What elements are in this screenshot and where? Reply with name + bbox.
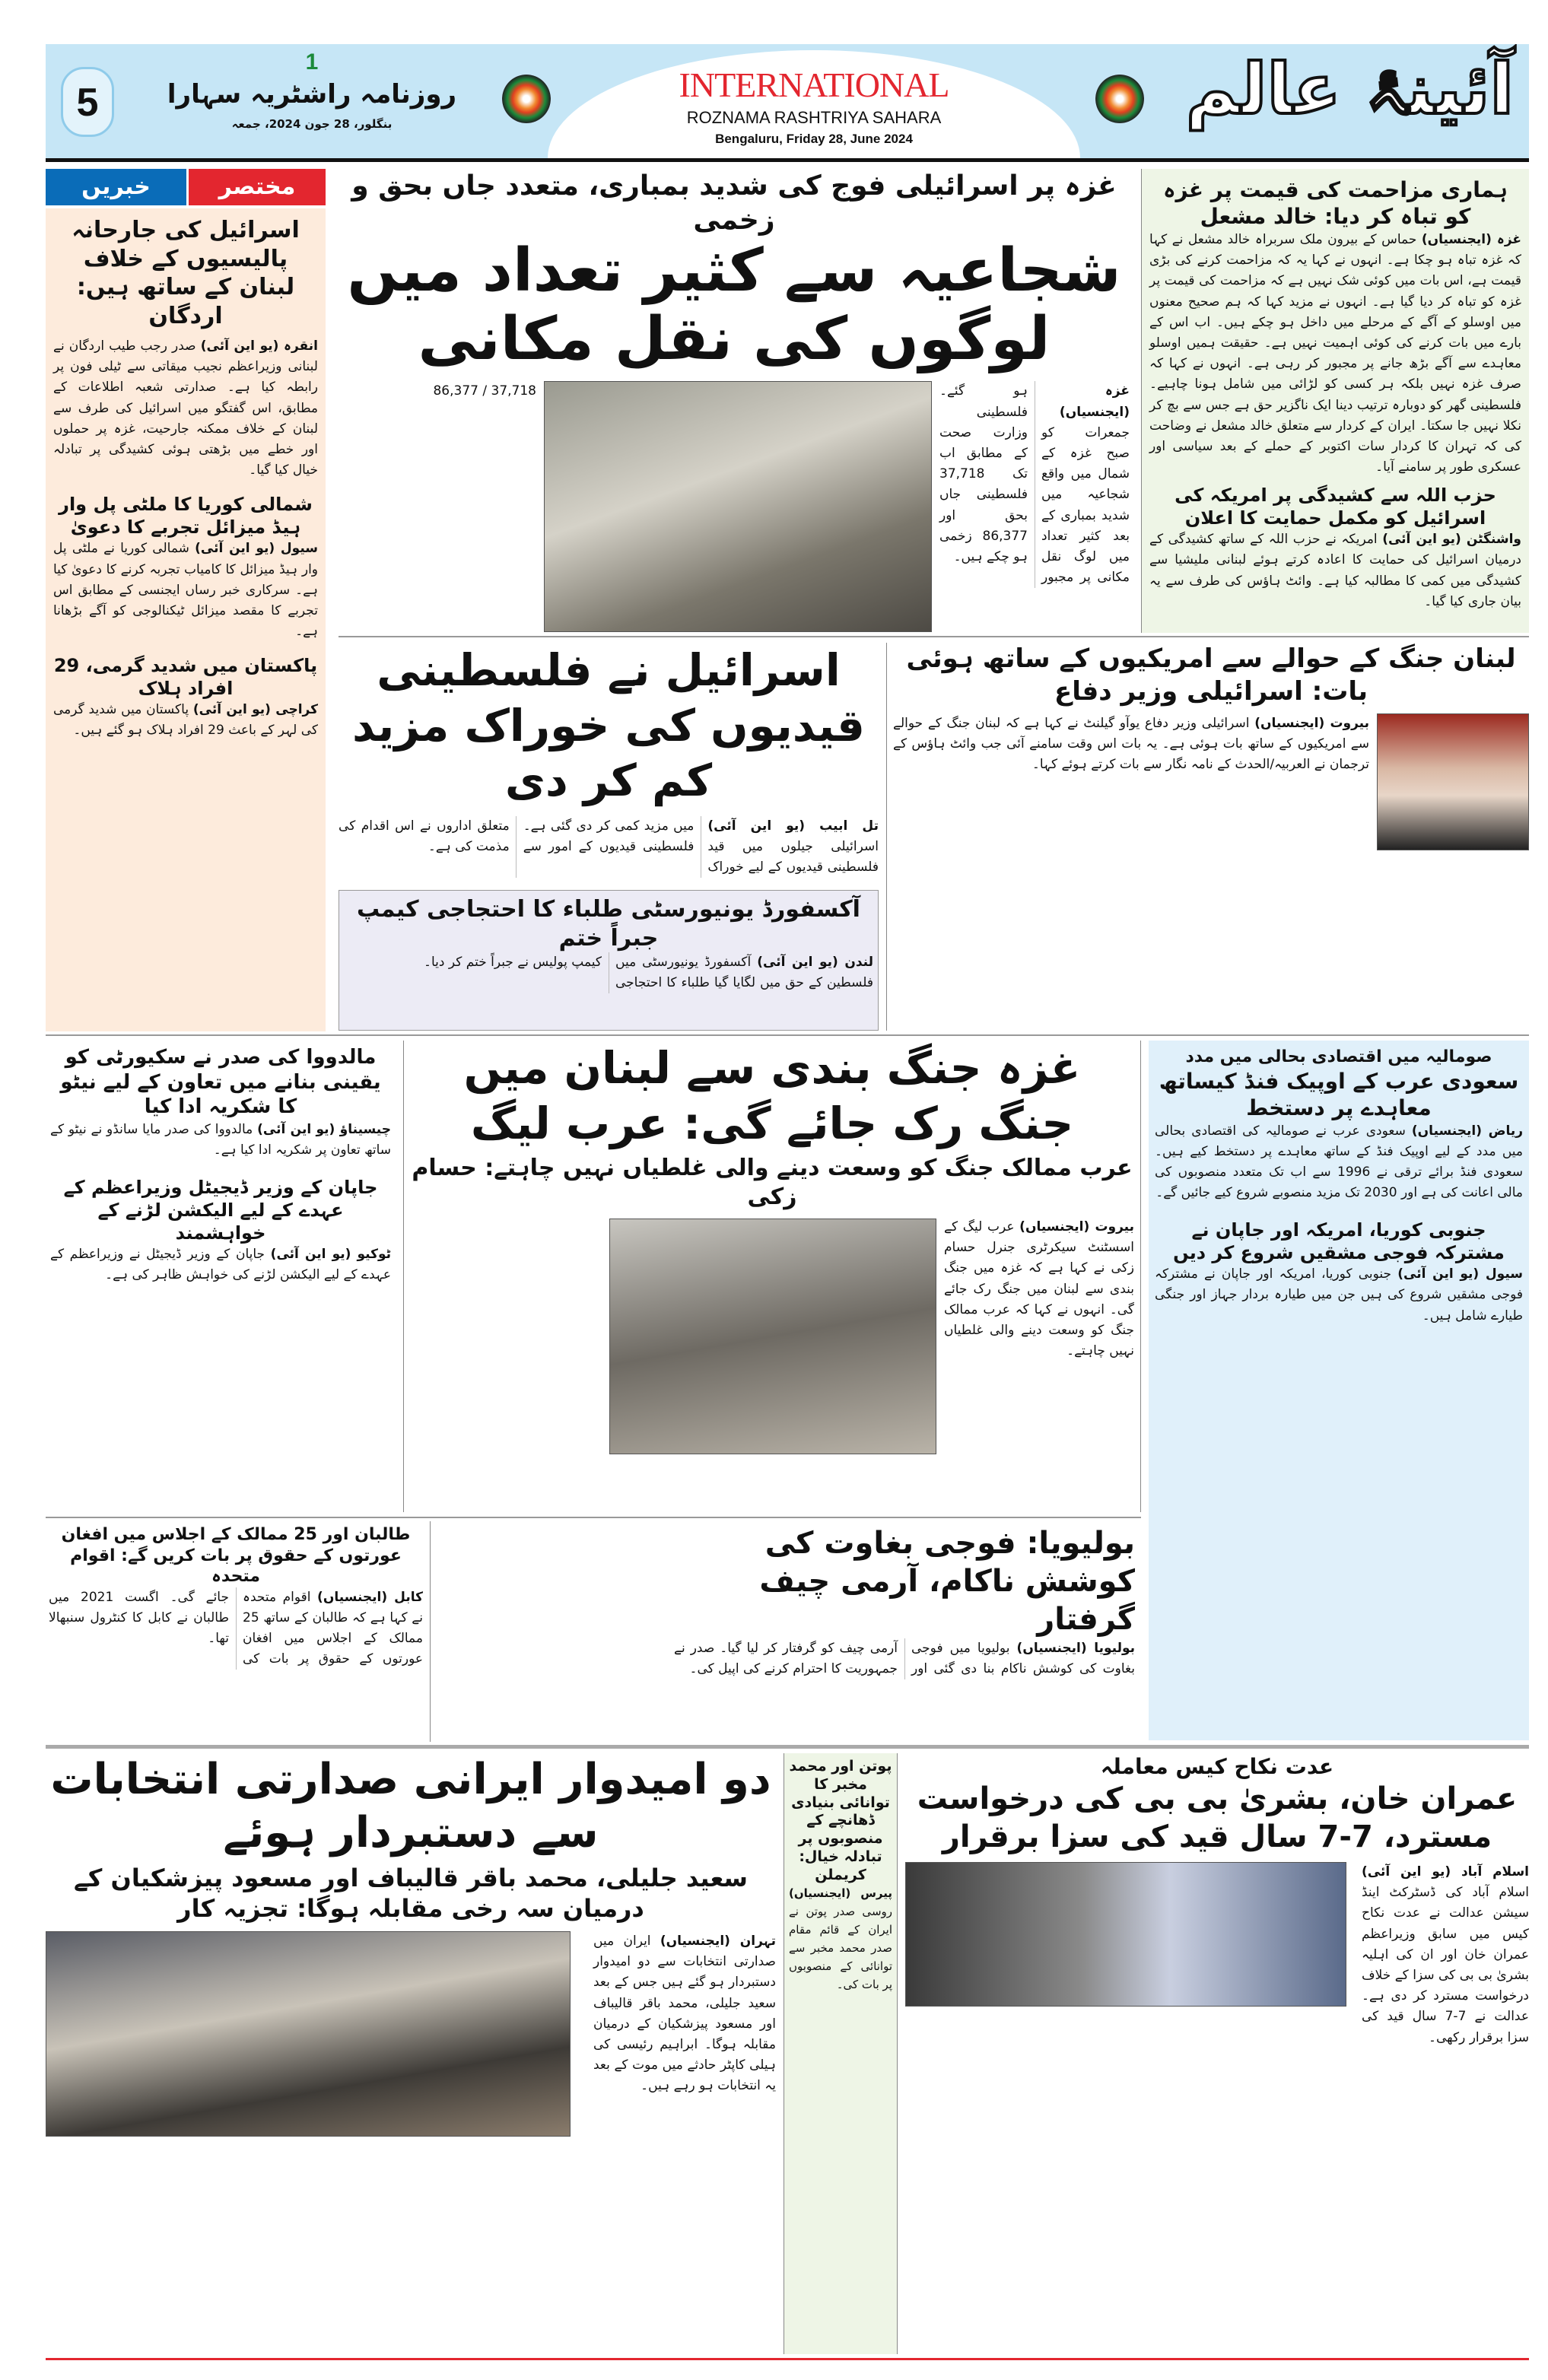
briefs-column <box>46 208 326 1031</box>
headline-arab-league: غزہ جنگ بندی سے لبنان میں جنگ رک جائے گی: عرب لیگ <box>463 1042 1081 1149</box>
divider <box>46 1517 1141 1518</box>
article-body: حماس کے بیرون ملک سربراہ خالد مشعل نے کہا کہ غزہ تباہ ہو چکا ہے۔ انہوں نے کہا یہ کہ مزاحمت کرنے کی بڑی قیمت ہے، اس بات میں کوئی شک نہیں ہے کہ مزاحمت کی قیمت پر غزہ کو تباہ کر دیا گیا ہے۔ انہوں نے مزید کہا کہ ہم صحیح معنوں میں اوسلو کے آگے کے مرحلے میں داخل ہو چکے ہیں۔ اب اس کے بارے میں بات کرنے کی کوئی اہمیت نہیں ہے۔ حقیقت ہمیں اوسلو معاہدے سے آگے بڑھ جانے پر مجبور کر رہی ہے۔ انہوں نے کہا کہ صرف غزہ نہیں بلکہ ہر کسی کو لڑائی میں شامل ہونا چاہیے۔ فلسطینی گھر کو دوبارہ ترتیب دینا ایک ناگزیر حق ہے جس سے بچ کر نکلا نہیں جا سکتا۔ ایران کے کردار سے متعلق خالد مشعل نے وضاحت کی کہ تہران کا کردار سات اکتوبر کے حملے کے بعد سیاسی اور عسکری طور پر سامنے آیا۔ <box>1149 232 1521 475</box>
dateline: تل ابیب (یو این آئی) <box>707 818 879 834</box>
headline-iran: دو امیدوار ایرانی صدارتی انتخابات سے دستبردار ہوئے <box>50 1755 771 1857</box>
article-body: اسرائیلی جیلوں میں قید فلسطینی قیدیوں کے لیے خوراک میں مزید کمی کر دی گئی ہے۔ فلسطینی قیدیوں کے امور سے متعلق اداروں نے اس اقدام کی مذمت کی ہے۔ <box>339 818 879 875</box>
section-title: INTERNATIONAL <box>679 65 949 104</box>
article-body: سعودی عرب نے صومالیہ کی اقتصادی بحالی میں مدد کے لیے اوپیک فنڈ کے ساتھ معاہدے پر دستخط کیے ہیں۔ سعودی فنڈ برائے ترقی نے 1996 سے اب تک متعدد منصوبوں کی مالی اعانت کی ہے اور 2030 تک مزید منصوبے شروع کیے جائیں گے۔ <box>1155 1123 1523 1201</box>
dateline: Bengaluru, Friday 28, June 2024 <box>715 132 913 146</box>
iran-election-photo <box>46 1931 571 2137</box>
footer-rule <box>46 2358 1529 2360</box>
article-body: اسرائیلی وزیر دفاع یوآو گیلنٹ نے کہا ہے کہ لبنان جنگ کے حوالے سے امریکیوں کے ساتھ بات ہوئی ہے۔ یہ بات اس وقت سامنے آئی جب وائٹ ہاؤس کے ترجمان نے العربیہ/الحدث کے نامہ نگار سے بات کرتے ہوئے کہا۔ <box>893 716 1369 773</box>
article-body: عرب لیگ کے اسسٹنٹ سیکرٹری جنرل حسام زکی نے کہا ہے کہ غزہ میں جنگ بندی سے لبنان میں جنگ رک جائے گی۔ انہوں نے کہا کہ عرب ممالک جنگ کو وسعت دینے والی غلطیاں نہیں چاہتے۔ <box>944 1219 1134 1359</box>
article-bolivia <box>430 1521 1141 1742</box>
gaza-destruction-photo <box>544 381 932 632</box>
headline-mashal: ہماری مزاحمت کی قیمت پر غزہ کو تباہ کر دیا: خالد مشعل <box>1163 177 1508 229</box>
dateline: بیروت (ایجنسیاں) <box>1254 716 1369 731</box>
article-body: اسلام آباد کی ڈسٹرکٹ اینڈ سیشن عدالت نے عدت نکاح کیس میں سابق وزیراعظم عمران خان اور ان کی اہلیہ بشریٰ بی بی کی سزا کے خلاف درخواست مسترد کر دی ہے۔ عدالت نے 7-7 سال قید کی سزا برقرار رکھی۔ <box>1362 1885 1529 2045</box>
headline-pakistan: پاکستان میں شدید گرمی، 29 افراد ہلاک <box>53 655 318 700</box>
divider <box>339 636 1529 637</box>
headline-putin: پوتن اور محمد مخبر کا توانائی بنیادی ڈھانچے کے منصوبوں پر تبادلہ خیال: کریملن <box>789 1758 892 1883</box>
divider <box>46 1034 1529 1036</box>
gallant-portrait-photo <box>1377 713 1529 850</box>
dateline: کابل (ایجنسیاں) <box>317 1589 423 1605</box>
tab-news: خبریں <box>46 169 186 205</box>
headline-bolivia: بولیویا: فوجی بغاوت کی کوشش ناکام، آرمی چیف گرفتار <box>759 1526 1135 1637</box>
tab-brief: مختصر <box>189 169 326 205</box>
dateline: انقرہ (یو این آئی) <box>200 338 318 354</box>
lebanon-rescue-photo <box>609 1219 936 1454</box>
page-number: 5 <box>61 67 114 137</box>
article-arab-league <box>403 1041 1141 1512</box>
dateline: ریاض (ایجنسیاں) <box>1411 1123 1523 1139</box>
urdu-date: بنگلور، 28 جون 2024، جمعہ <box>231 117 393 131</box>
headline-gallant: لبنان جنگ کے حوالے سے امریکیوں کے ساتھ ہوئی بات: اسرائیلی وزیر دفاع <box>906 643 1516 707</box>
dateline: غزہ (ایجنسیاں) <box>1059 383 1130 420</box>
article-body: امریکہ نے حزب اللہ کے ساتھ کشیدگی کے درمیان اسرائیل کی حمایت کا اعادہ کرتے ہوئے لبنانی ملیشیا سے کشیدگی میں کمی کا مطالبہ کیا ہے۔ وائٹ ہاؤس کی طرف سے یہ بیان جاری کیا گیا۔ <box>1149 532 1521 609</box>
headline-prisoners: اسرائیل نے فلسطینی قیدیوں کی خوراک مزید کم کر دی <box>352 644 865 806</box>
anniversary-badge: 1 <box>305 49 319 75</box>
article-body: ایران میں صدارتی انتخابات سے دو امیدوار دستبردار ہو گئے ہیں جس کے بعد سعید جلیلی، محمد باقر قالیباف اور مسعود پیزشکیان کے درمیان مقابلہ ہوگا۔ ابراہیم رئیسی کی ہیلی کاپٹر حادثے میں موت کے بعد یہ انتخابات ہو رہے ہیں۔ <box>593 1934 776 2094</box>
section-masthead: آئینۂ عالم <box>1185 49 1514 130</box>
article-oxford <box>339 890 879 1031</box>
dateline: ٹوکیو (یو این آئی) <box>270 1246 392 1262</box>
dateline: غزہ (ایجنسیاں) <box>1421 232 1522 247</box>
subheadline-iran: سعید جلیلی، محمد باقر قالیباف اور مسعود پیزشکیان کے درمیان سہ رخی مقابلہ ہوگا: تجزیہ کار <box>74 1864 748 1923</box>
emblem-icon <box>1095 75 1144 123</box>
headline-korea-drills: جنوبی کوریا، امریکہ اور جاپان نے مشترکہ فوجی مشقیں شروع کر دیں <box>1173 1219 1505 1264</box>
headline-taliban: طالبان اور 25 ممالک کے اجلاس میں افغان عورتوں کے حقوق پر بات کریں گے: اقوام متحدہ <box>61 1525 411 1586</box>
casualties-injured: 86,377 <box>433 383 478 399</box>
article-body: صدر رجب طیب اردگان نے لبنانی وزیراعظم نجیب میقاتی سے ٹیلی فون پر رابطہ کیا ہے۔ صدارتی شعبہ اطلاعات کے مطابق، اس گفتگو میں اسرائیل کی طرف سے لبنان کے خلاف ممکنہ جارحیت، غزہ پر حملوں اور خطے میں بڑھتی ہوئی کشیدگی پر تبادلہ خیال کیا گیا۔ <box>53 338 318 478</box>
headline-gaza: شجاعیہ سے کثیر تعداد میں لوگوں کی نقل مکانی <box>347 237 1121 373</box>
emblem-icon <box>502 75 551 123</box>
masthead-band <box>46 44 1529 158</box>
header-rule <box>46 158 1529 162</box>
dateline: پیرس (ایجنسیاں) <box>789 1886 892 1901</box>
article-mashal <box>1141 169 1529 633</box>
article-imran <box>905 1753 1529 2354</box>
article-body: بولیویا میں فوجی بغاوت کی کوشش ناکام بنا دی گئی اور آرمی چیف کو گرفتار کر لیا گیا۔ صدر نے جمہوریت کا احترام کرنے کی اپیل کی۔ <box>674 1641 1135 1677</box>
article-body: آکسفورڈ یونیورسٹی میں فلسطین کے حق میں لگایا گیا طلباء کا احتجاجی کیمپ پولیس نے جبراً ختم کر دیا۔ <box>424 955 873 991</box>
article-body: مالدووا کی صدر مایا سانڈو نے نیٹو کے ساتھ تعاون پر شکریہ ادا کیا ہے۔ <box>50 1121 391 1158</box>
divider <box>46 1745 1529 1749</box>
title-arch <box>548 50 1080 158</box>
dateline: سیول (یو این آئی) <box>1397 1266 1523 1282</box>
article-prisoners <box>339 643 879 886</box>
casualties-dead: 37,718 <box>491 383 536 399</box>
article-taliban <box>46 1521 426 1742</box>
dateline: تہران (ایجنسیاں) <box>660 1934 776 1949</box>
article-iran <box>46 1753 776 2354</box>
dateline: چیسیناؤ (یو این آئی) <box>257 1121 391 1137</box>
logo-text: روزنامہ راشٹریہ سہارا <box>167 79 457 110</box>
headline-somalia: سعودی عرب کے اوپیک فنڈ کیساتھ معاہدے پر دستخط <box>1159 1068 1519 1120</box>
headline-erdogan: اسرائیل کی جارحانہ پالیسیوں کے خلاف لبنان کے ساتھ ہیں: اردگان <box>72 217 300 329</box>
subheadline-arab-league: عرب ممالک جنگ کو وسعت دینے والی غلطیاں نہیں چاہتے: حسام زکی <box>412 1155 1133 1210</box>
article-putin <box>784 1753 898 2354</box>
article-body: جنوبی کوریا، امریکہ اور جاپان نے مشترکہ فوجی مشقیں شروع کی ہیں جن میں طیارہ بردار جہاز اور جنگی طیارے شامل ہیں۔ <box>1155 1266 1523 1323</box>
article-somalia <box>1149 1041 1529 1740</box>
article-gallant <box>886 643 1529 1031</box>
dateline: لندن (یو این آئی) <box>757 955 873 970</box>
dateline: واشنگٹن (یو این آئی) <box>1382 532 1521 548</box>
newspaper-logo <box>129 49 494 155</box>
headline-oxford: آکسفورڈ یونیورسٹی طلباء کا احتجاجی کیمپ جبراً ختم <box>357 896 860 952</box>
imran-khan-photo <box>905 1862 1346 2007</box>
article-body: پاکستان میں شدید گرمی کی لہر کے باعث 29 افراد ہلاک ہو گئے ہیں۔ <box>53 702 318 739</box>
headline-north-korea: شمالی کوریا کا ملٹی پل وار ہیڈ میزائل تجربے کا دعویٰ <box>59 494 313 539</box>
article-body: روسی صدر پوتن نے ایران کے قائم مقام صدر محمد مخبر سے توانائی کے منصوبوں پر بات کی۔ <box>789 1905 892 1992</box>
dateline: کراچی (یو این آئی) <box>192 702 318 718</box>
article-body: جاپان کے وزیر ڈیجیٹل نے وزیراعظم کے عہدے کے لیے الیکشن لڑنے کی خواہش ظاہر کی ہے۔ <box>50 1246 391 1283</box>
headline-imran: عمران خان، بشریٰ بی بی کی درخواست مسترد، 7-7 سال قید کی سزا برقرار <box>917 1781 1518 1854</box>
headline-maldova: مالدووا کی صدر نے سکیورٹی کو یقینی بنانے میں تعاون کے لیے نیٹو کا شکریہ ادا کیا <box>60 1046 381 1118</box>
paper-name: ROZNAMA RASHTRIYA SAHARA <box>686 108 942 127</box>
headline-hezbollah: حزب اللہ سے کشیدگی پر امریکہ کی اسرائیل کو مکمل حمایت کا اعلان <box>1175 485 1496 529</box>
article-body: جمعرات کو صبح غزہ کے شمال میں واقع شجاعیہ میں شدید بمباری کے بعد کثیر تعداد میں لوگ نقل مکانی پر مجبور ہو گئے۔ فلسطینی وزارت صحت کے مطابق اب تک 37,718 فلسطینی جاں بحق اور 86,377 زخمی ہو چکے ہیں۔ <box>939 383 1130 586</box>
kicker-imran: عدت نکاح کیس معاملہ <box>1100 1754 1334 1779</box>
article-body: اقوام متحدہ نے کہا ہے کہ طالبان کے ساتھ 25 ممالک کے اجلاس میں افغان عورتوں کے حقوق پر بات کی جائے گی۔ اگست 2021 میں طالبان نے کابل کا کنٹرول سنبھالا تھا۔ <box>49 1589 423 1667</box>
dateline: بیروت (ایجنسیاں) <box>1019 1219 1134 1234</box>
dateline: سیول (یو این آئی) <box>195 541 318 557</box>
headline-japan: جاپان کے وزیر ڈیجیٹل وزیراعظم کے عہدے کے لیے الیکشن لڑنے کے خواہشمند <box>63 1176 378 1244</box>
kicker-somalia: صومالیہ میں اقتصادی بحالی میں مدد <box>1185 1047 1492 1066</box>
article-gaza: غزہ پر اسرائیلی فوج کی شدید بمباری، متعدد جاں بحق و زخمی شجاعیہ سے کثیر تعداد میں لوگوں کی نقل مکانی غزہ (ایجنسیاں) جمعرات کو صبح غزہ کے شمال میں واقع شجاعیہ میں شدید بمباری کے بعد کثیر تعداد میں لوگ نقل مکانی پر مجبور ہو گئے۔ فلسطینی وزارت صحت کے مطابق اب تک 37,718 فلسطینی جاں بحق اور 86,377 زخمی ہو چکے ہیں۔ 37,718 / 86,377 <box>339 169 1130 633</box>
article-maldova <box>46 1041 396 1512</box>
dateline: بولیویا (ایجنسیاں) <box>1016 1641 1136 1656</box>
article-body: شمالی کوریا نے ملٹی پل وار ہیڈ میزائل کا کامیاب تجربہ کرنے کا دعویٰ کیا ہے۔ سرکاری خبر رساں ایجنسی کے مطابق اس تجربے کا مقصد میزائل ٹیکنالوجی کو آگے بڑھانا ہے۔ <box>53 541 318 640</box>
kicker-gaza: غزہ پر اسرائیلی فوج کی شدید بمباری، متعدد جاں بحق و زخمی <box>351 170 1117 236</box>
dateline: اسلام آباد (یو این آئی) <box>1362 1864 1529 1880</box>
